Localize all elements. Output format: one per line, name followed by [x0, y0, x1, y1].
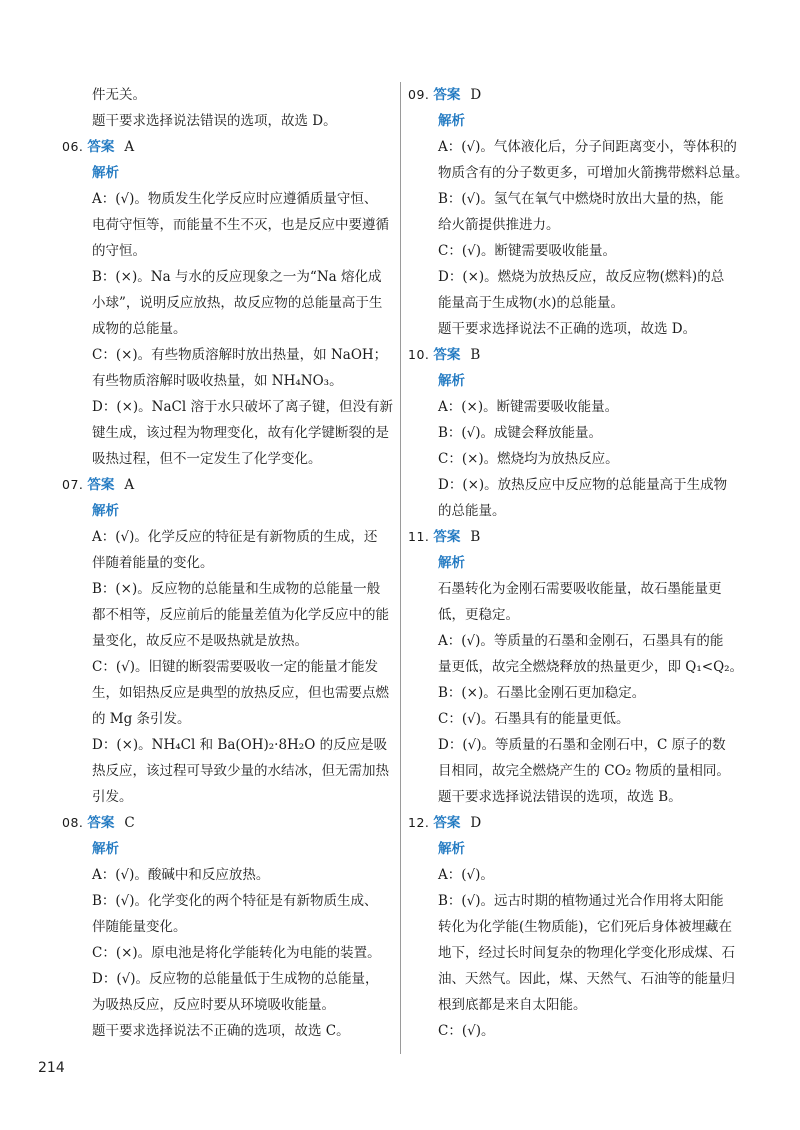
text-line: 石墨转化为金刚石需要吸收能量，故石墨能量更 — [438, 581, 722, 597]
text-line: 能量高于生成物(水)的总能量。 — [438, 295, 625, 311]
text-line: 物质含有的分子数更多，可增加火箭携带燃料总量。 — [438, 165, 749, 181]
text-line: A：(×)。断键需要吸收能量。 — [438, 399, 619, 415]
text-line: 都不相等，反应前后的能量差值为化学反应中的能 — [92, 607, 389, 623]
text-line: 为吸热反应，反应时要从环境吸收能量。 — [92, 997, 335, 1013]
answer-value: A — [124, 139, 135, 155]
text-line: A：(√)。酸碱中和反应放热。 — [92, 867, 270, 883]
answer-value: B — [470, 347, 481, 363]
question-12 — [408, 810, 738, 1044]
answer-value: A — [124, 477, 135, 493]
question-06 — [62, 134, 396, 472]
text-line: B：(√)。化学变化的两个特征是有新物质生成、 — [92, 893, 378, 909]
question-07 — [62, 472, 396, 810]
text-line: A：(√)。物质发生化学反应时应遵循质量守恒、 — [92, 191, 378, 207]
answer-label: 答案 — [87, 815, 115, 831]
text-line: 地下，经过长时间复杂的物理化学变化形成煤、石 — [438, 945, 735, 961]
text-line: 小球”，说明反应放热，故反应物的总能量高于生 — [92, 295, 383, 311]
question-header — [62, 472, 396, 498]
text-line: 的 Mg 条引发。 — [92, 711, 191, 727]
question-11 — [408, 524, 744, 810]
text-line: 有些物质溶解时吸收热量，如 NH₄NO₃。 — [92, 373, 343, 389]
text-line: 生，如铝热反应是典型的放热反应，但也需要点燃 — [92, 685, 389, 701]
text-line: 件无关。 — [92, 87, 146, 103]
question-number: 09. — [408, 87, 430, 102]
question-header — [62, 134, 396, 160]
text-line: 根到底都是来自太阳能。 — [438, 997, 587, 1013]
text-line: B：(√)。远古时期的植物通过光合作用将太阳能 — [438, 893, 724, 909]
analysis-label: 解析 — [92, 165, 119, 181]
text-line: C：(√)。石墨具有的能量更低。 — [438, 711, 630, 727]
text-line: A：(√)。 — [438, 867, 494, 883]
text-line: B：(√)。氢气在氧气中燃烧时放出大量的热，能 — [438, 191, 724, 207]
text-line: D：(×)。燃烧为放热反应，故反应物(燃料)的总 — [438, 269, 725, 285]
analysis-label: 解析 — [92, 503, 119, 519]
answer-label: 答案 — [87, 139, 115, 155]
answer-label: 答案 — [433, 815, 461, 831]
question-number: 07. — [62, 477, 84, 492]
text-line: C：(√)。旧键的断裂需要吸收一定的能量才能发 — [92, 659, 378, 675]
text-line: C：(√)。 — [438, 1023, 495, 1039]
text-line: A：(√)。气体液化后，分子间距离变小，等体积的 — [438, 139, 737, 155]
text-line: A：(√)。化学反应的特征是有新物质的生成，还 — [92, 529, 378, 545]
text-line: 题干要求选择说法错误的选项，故选 D。 — [92, 113, 337, 129]
text-line: 题干要求选择说法不正确的选项，故选 D。 — [438, 321, 697, 337]
text-line: 电荷守恒等，而能量不生不灭，也是反应中要遵循 — [92, 217, 389, 233]
answer-value: C — [124, 815, 135, 831]
text-line: 的总能量。 — [438, 503, 506, 519]
text-line: 吸热过程，但不一定发生了化学变化。 — [92, 451, 322, 467]
analysis-label: 解析 — [92, 841, 119, 857]
text-line: 量更低，故完全燃烧释放的热量更少，即 Q₁<Q₂。 — [438, 659, 744, 675]
text-line: D：(√)。等质量的石墨和金刚石中，C 原子的数 — [438, 737, 726, 753]
text-line: 键生成，该过程为物理变化，故有化学键断裂的是 — [92, 425, 389, 441]
text-line: 油、天然气。因此，煤、天然气、石油等的能量归 — [438, 971, 735, 987]
question-header — [408, 524, 738, 550]
question-number: 06. — [62, 139, 84, 154]
text-line: C：(×)。有些物质溶解时放出热量，如 NaOH； — [92, 347, 388, 363]
text-line: 题干要求选择说法不正确的选项，故选 C。 — [92, 1023, 350, 1039]
question-number: 10. — [408, 347, 430, 362]
text-line: D：(√)。反应物的总能量低于生成物的总能量， — [92, 971, 379, 987]
answer-value: D — [470, 815, 482, 831]
question-header — [408, 342, 738, 368]
question-number: 12. — [408, 815, 430, 830]
text-line: 转化为化学能(生物质能)，它们死后身体被埋藏在 — [438, 919, 733, 935]
analysis-label: 解析 — [438, 555, 465, 571]
answer-label: 答案 — [433, 347, 461, 363]
text-line: B：(×)。Na 与水的反应现象之一为“Na 熔化成 — [92, 269, 382, 285]
text-line: 引发。 — [92, 789, 133, 805]
question-header — [408, 82, 738, 108]
question-header — [62, 810, 396, 836]
text-line: D：(×)。NH₄Cl 和 Ba(OH)₂·8H₂O 的反应是吸 — [92, 737, 388, 753]
text-line: 量变化，故反应不是吸热就是放热。 — [92, 633, 308, 649]
answer-value: D — [470, 87, 482, 103]
text-line: 低，更稳定。 — [438, 607, 519, 623]
page-number: 214 — [38, 1060, 65, 1076]
text-line: 题干要求选择说法错误的选项，故选 B。 — [438, 789, 682, 805]
text-line: C：(√)。断键需要吸收能量。 — [438, 243, 616, 259]
text-line: C：(×)。原电池是将化学能转化为电能的装置。 — [92, 945, 381, 961]
text-line: B：(×)。石墨比金刚石更加稳定。 — [438, 685, 646, 701]
text-line: 伴随能量变化。 — [92, 919, 187, 935]
right-column — [408, 82, 749, 1044]
question-header — [408, 810, 738, 836]
text-line: 的守恒。 — [92, 243, 146, 259]
answer-label: 答案 — [87, 477, 115, 493]
answer-value: B — [470, 529, 481, 545]
text-line: 伴随着能量的变化。 — [92, 555, 214, 571]
left-column — [62, 82, 396, 1044]
analysis-label: 解析 — [438, 841, 465, 857]
answer-label: 答案 — [433, 87, 461, 103]
text-line: 给火箭提供推进力。 — [438, 217, 560, 233]
text-line: D：(×)。放热反应中反应物的总能量高于生成物 — [438, 477, 728, 493]
question-08 — [62, 810, 396, 1044]
answer-label: 答案 — [433, 529, 461, 545]
question-number: 11. — [408, 529, 430, 544]
text-line: B：(√)。成键会释放能量。 — [438, 425, 603, 441]
analysis-label: 解析 — [438, 113, 465, 129]
text-line: C：(×)。燃烧均为放热反应。 — [438, 451, 619, 467]
column-divider — [400, 82, 401, 1054]
question-10 — [408, 342, 738, 524]
text-line: B：(×)。反应物的总能量和生成物的总能量一般 — [92, 581, 381, 597]
text-line: 成物的总能量。 — [92, 321, 187, 337]
text-line: D：(×)。NaCl 溶于水只破坏了离子键，但没有新 — [92, 399, 393, 415]
question-number: 08. — [62, 815, 84, 830]
text-line: 热反应，该过程可导致少量的水结冰，但无需加热 — [92, 763, 389, 779]
question-09 — [408, 82, 749, 342]
text-line: 目相同，故完全燃烧产生的 CO₂ 物质的量相同。 — [438, 763, 730, 779]
analysis-label: 解析 — [438, 373, 465, 389]
text-line: A：(√)。等质量的石墨和金刚石，石墨具有的能 — [438, 633, 724, 649]
